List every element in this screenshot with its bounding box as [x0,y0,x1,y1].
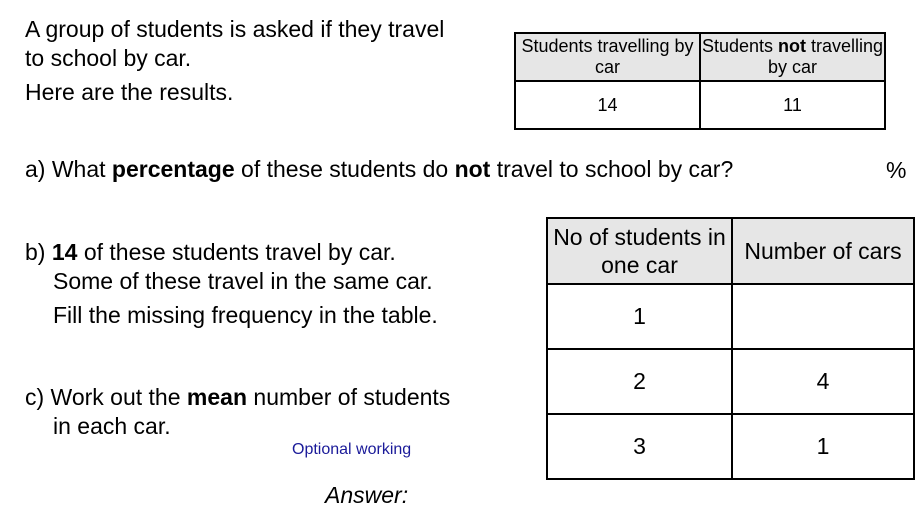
header-not-pre: Students [701,36,779,56]
qc-bold-mean: mean [186,384,248,410]
qb-prefix: b) [25,239,52,265]
intro-line-3: Here are the results. [25,79,234,105]
qc-post: number of students [247,384,451,410]
results-table [514,32,886,130]
qa-mid: of these students do [234,156,455,182]
qc-line-1 [25,383,450,412]
qa-bold-not: not [454,156,491,182]
cars-cell: 1 [732,414,914,479]
qa-pre: a) What [25,156,112,182]
header-by-car: Students travelling by car [515,33,700,81]
qb-bold-14: 14 [51,239,78,265]
students-cell: 1 [547,284,732,349]
percent-unit: % [886,157,907,183]
table-row [547,349,914,414]
optional-working-link[interactable]: Optional working [292,441,412,458]
header-students-per-car: No of students in one car [547,218,732,284]
results-table-header [515,33,885,81]
question-c [25,383,450,441]
intro-text [25,15,444,107]
qa-post: travel to school by car? [490,156,734,182]
qb-line-1-rest: of these students travel by car. [77,239,396,265]
question-b [25,238,438,330]
answer-label: Answer: [325,482,409,508]
students-cell: 2 [547,349,732,414]
question-a [25,155,733,184]
missing-frequency-cell[interactable] [732,284,914,349]
qc-pre: c) Work out the [25,384,187,410]
results-table-row [515,81,885,129]
value-not-by-car: 11 [700,81,885,129]
header-not-bold: not [778,36,806,56]
table-row [547,284,914,349]
intro-line-2: to school by car. [25,45,192,71]
header-not-by-car [700,33,885,81]
qa-bold-percentage: percentage [111,156,235,182]
header-not-post: travelling by car [767,36,884,77]
students-cell: 3 [547,414,732,479]
qb-line-1 [25,238,438,267]
header-number-of-cars: Number of cars [732,218,914,284]
qb-line-2: Some of these travel in the same car. [53,268,433,294]
qc-line-2: in each car. [53,413,171,439]
frequency-table-header [547,218,914,284]
qb-line-3: Fill the missing frequency in the table. [53,302,438,328]
intro-line-1: A group of students is asked if they travel [25,16,445,42]
cars-cell: 4 [732,349,914,414]
value-by-car: 14 [515,81,700,129]
table-row [547,414,914,479]
frequency-table [546,217,915,480]
